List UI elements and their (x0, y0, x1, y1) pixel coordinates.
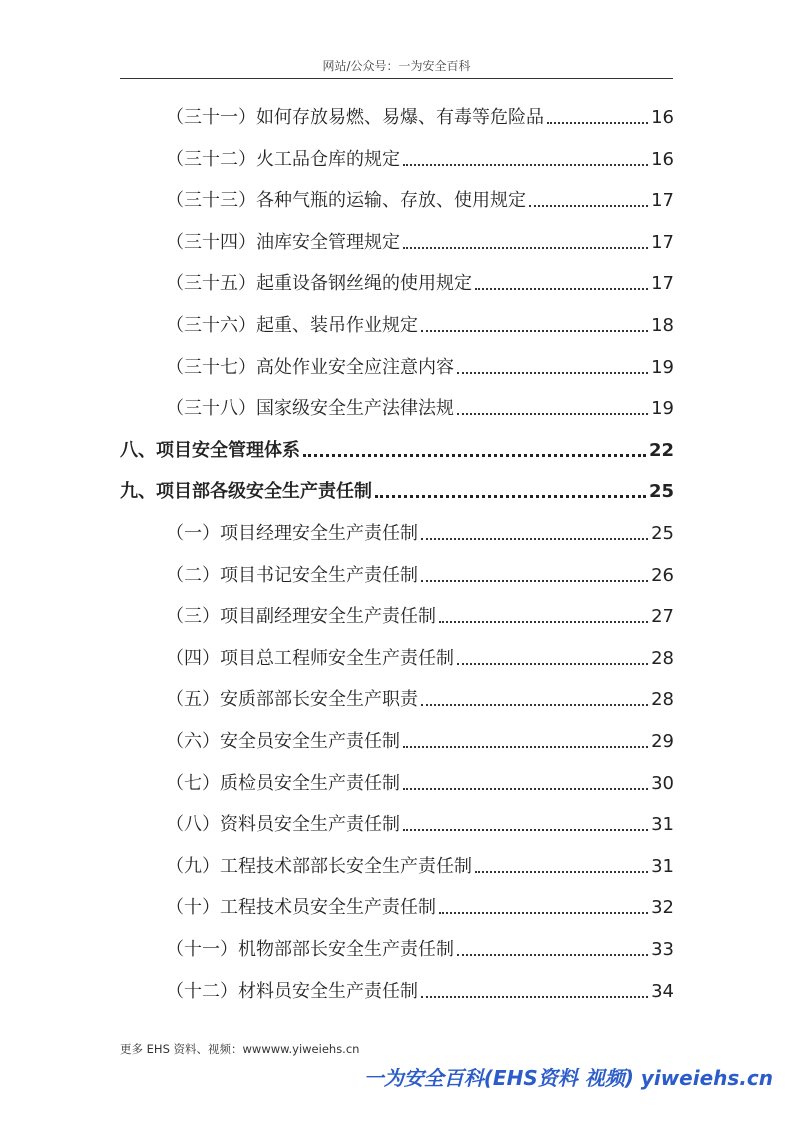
toc-entry-title: （三十四）油库安全管理规定 (166, 231, 400, 253)
toc-dot-leader (439, 912, 648, 914)
toc-entry[interactable] (166, 684, 674, 712)
toc-entry-page-number: 33 (651, 939, 674, 960)
toc-dot-leader (457, 954, 648, 956)
toc-entry-page-number: 17 (651, 273, 674, 295)
toc-dot-leader (403, 829, 648, 831)
toc-entry[interactable] (166, 934, 674, 962)
toc-dot-leader (421, 538, 648, 540)
toc-dot-leader (421, 330, 648, 332)
toc-entry-title: （三）项目副经理安全生产责任制 (166, 606, 436, 628)
toc-entry[interactable] (166, 560, 674, 588)
toc-entry[interactable] (166, 643, 674, 671)
toc-entry-page-number: 26 (651, 564, 674, 586)
toc-entry-page-number: 18 (651, 315, 674, 336)
toc-entry-page-number: 16 (651, 107, 674, 128)
toc-entry-page-number: 32 (651, 897, 674, 919)
toc-entry[interactable] (120, 476, 674, 504)
toc-entry[interactable] (166, 185, 674, 213)
toc-entry-title: （十一）机物部部长安全生产责任制 (166, 939, 454, 960)
toc-entry[interactable] (166, 601, 674, 629)
toc-dot-leader (529, 205, 648, 207)
toc-entry-title: （五）安质部部长安全生产职责 (166, 689, 418, 711)
toc-dot-leader (403, 247, 648, 249)
toc-entry-page-number: 29 (651, 731, 674, 752)
toc-entry-title: （二）项目书记安全生产责任制 (166, 564, 418, 586)
toc-entry[interactable] (166, 352, 674, 380)
toc-dot-leader (457, 413, 648, 415)
site-watermark: 一为安全百科(EHS资料 视频) yiweiehs.cn (363, 1066, 773, 1090)
toc-dot-leader (375, 495, 646, 498)
toc-dot-leader (475, 871, 648, 873)
toc-entry-page-number: 19 (651, 398, 674, 420)
toc-entry-page-number: 17 (651, 190, 674, 212)
toc-entry[interactable] (166, 976, 674, 1004)
toc-entry-title: （六）安全员安全生产责任制 (166, 731, 400, 752)
toc-dot-leader (457, 372, 648, 374)
toc-entry-title: （七）质检员安全生产责任制 (166, 772, 400, 794)
toc-entry-page-number: 22 (648, 439, 674, 461)
toc-entry-title: （三十八）国家级安全生产法律法规 (166, 398, 454, 420)
toc-dot-leader (403, 788, 648, 790)
toc-dot-leader (303, 454, 646, 457)
toc-entry[interactable] (166, 227, 674, 255)
toc-entry[interactable] (166, 851, 674, 879)
toc-entry-page-number: 27 (651, 606, 674, 628)
page-header: 网站/公众号：一为安全百科 (322, 59, 471, 73)
toc-entry-title: （八）资料员安全生产责任制 (166, 814, 400, 836)
toc-entry-title: （一）项目经理安全生产责任制 (166, 523, 418, 544)
toc-entry-page-number: 19 (651, 356, 674, 378)
toc-entry-page-number: 34 (651, 980, 674, 1002)
toc-dot-leader (547, 122, 648, 124)
toc-entry-title: （三十一）如何存放易燃、易爆、有毒等危险品 (166, 107, 544, 128)
toc-dot-leader (403, 164, 648, 166)
toc-entry[interactable] (166, 268, 674, 296)
toc-entry-title: （三十五）起重设备钢丝绳的使用规定 (166, 273, 472, 295)
toc-dot-leader (439, 621, 648, 623)
toc-entry-page-number: 25 (651, 523, 674, 544)
toc-entry-title: （三十七）高处作业安全应注意内容 (166, 356, 454, 378)
toc-entry-page-number: 16 (651, 148, 674, 170)
toc-dot-leader (403, 746, 648, 748)
toc-entry-page-number: 28 (651, 647, 674, 669)
toc-entry-title: （三十二）火工品仓库的规定 (166, 148, 400, 170)
toc-entry-title: （四）项目总工程师安全生产责任制 (166, 647, 454, 669)
toc-entry-page-number: 30 (651, 772, 674, 794)
toc-entry-title: 九、项目部各级安全生产责任制 (120, 481, 372, 503)
toc-dot-leader (457, 663, 648, 665)
toc-entry-page-number: 25 (648, 481, 674, 503)
page-footer: 更多 EHS 资料、视频：wwwww.yiweiehs.cn (120, 1042, 360, 1056)
toc-entry[interactable] (166, 768, 674, 796)
toc-entry[interactable] (166, 726, 674, 754)
toc-dot-leader (421, 704, 648, 706)
toc-entry[interactable] (166, 518, 674, 546)
toc-entry[interactable] (166, 393, 674, 421)
toc-entry[interactable] (166, 102, 674, 130)
toc-entry-page-number: 31 (651, 814, 674, 836)
toc-dot-leader (421, 580, 648, 582)
toc-entry[interactable] (166, 144, 674, 172)
toc-entry-title: （十二）材料员安全生产责任制 (166, 980, 418, 1002)
toc-entry-title: （三十六）起重、装吊作业规定 (166, 315, 418, 336)
toc-entry-title: （三十三）各种气瓶的运输、存放、使用规定 (166, 190, 526, 212)
toc-entry-title: 八、项目安全管理体系 (120, 439, 300, 461)
toc-dot-leader (475, 288, 648, 290)
toc-entry[interactable] (166, 809, 674, 837)
toc-entry-page-number: 17 (651, 231, 674, 253)
toc-entry-page-number: 28 (651, 689, 674, 711)
toc-entry-title: （九）工程技术部部长安全生产责任制 (166, 855, 472, 877)
toc-entry[interactable] (120, 435, 674, 463)
toc-dot-leader (421, 996, 648, 998)
toc-entry[interactable] (166, 892, 674, 920)
toc-entry-title: （十）工程技术员安全生产责任制 (166, 897, 436, 919)
toc-entry-page-number: 31 (651, 855, 674, 877)
toc-entry[interactable] (166, 310, 674, 338)
